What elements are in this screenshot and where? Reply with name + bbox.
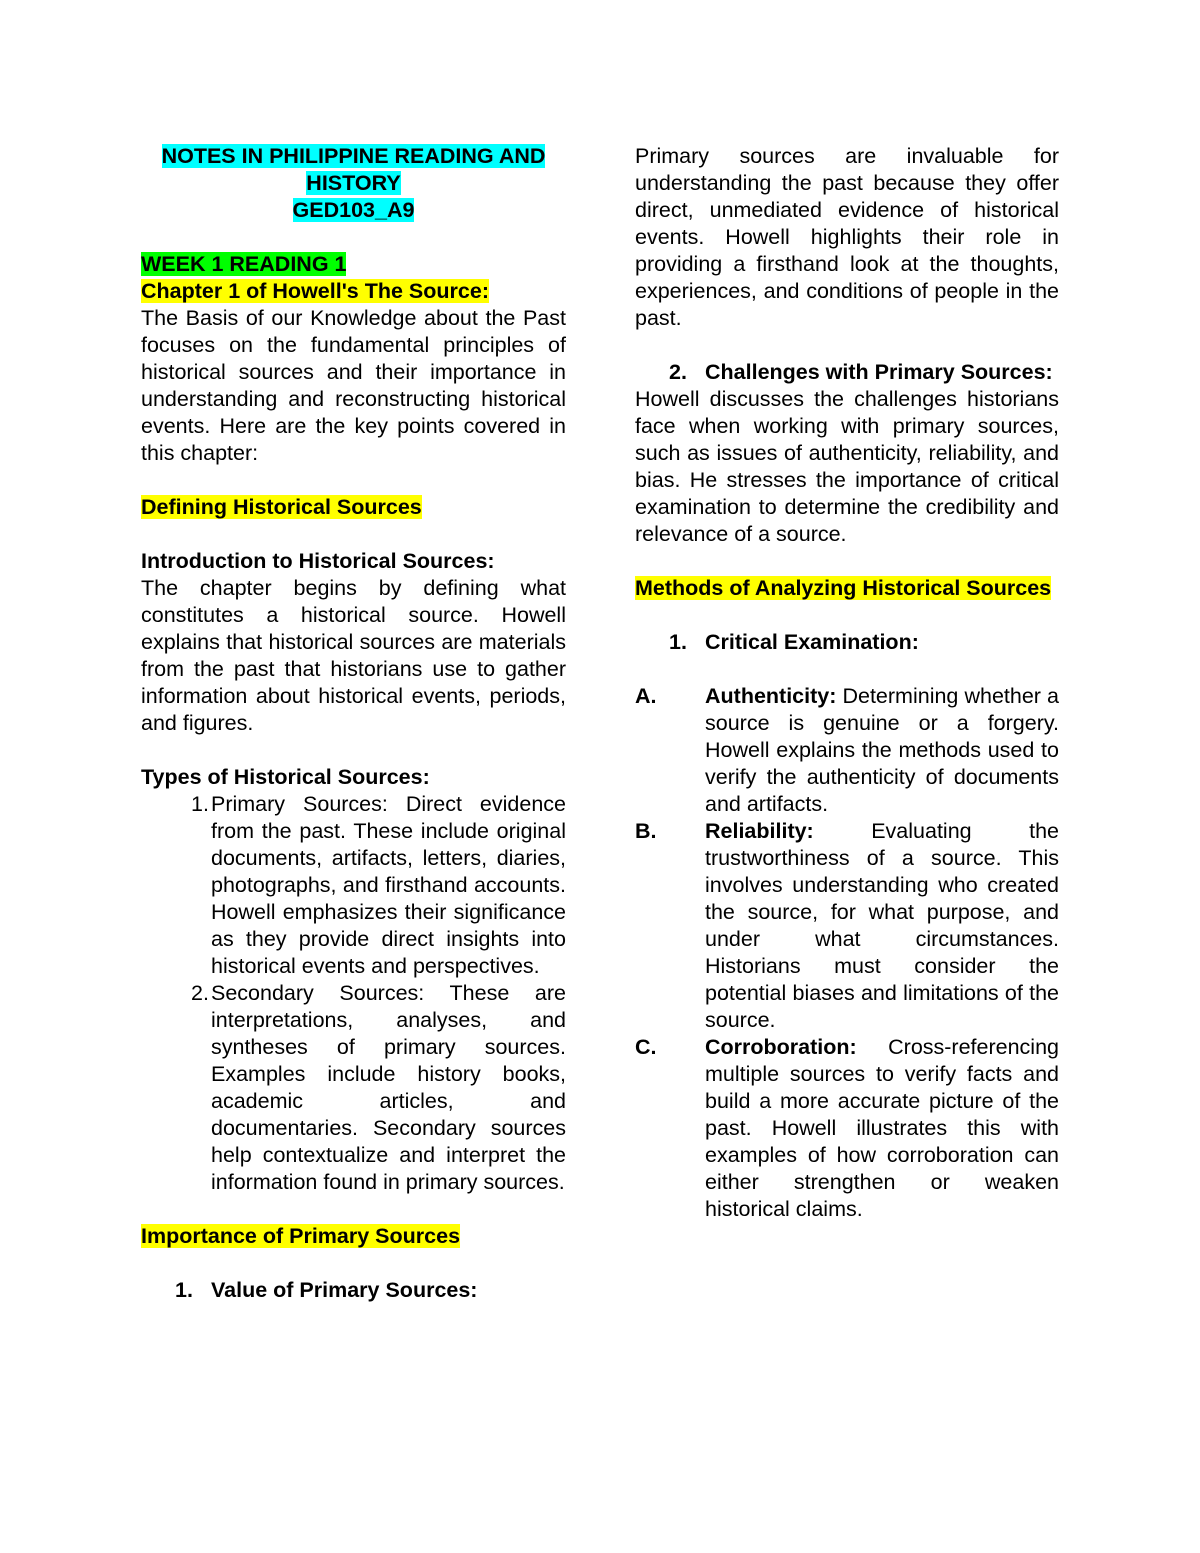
section-heading-methods: Methods of Analyzing Historical Sources bbox=[635, 576, 1052, 600]
right-column bbox=[635, 143, 1059, 1223]
week-label: WEEK 1 READING 1 bbox=[141, 252, 347, 276]
list-item: 1. Primary Sources: Direct evidence from the past. These include original documents, artifacts, letters, diaries, photographs, and firsthand accounts. Howell emphasizes their significance as they provide direct insights into historical events and perspectives. bbox=[191, 792, 566, 978]
subheading-critical: 1. Critical Examination: bbox=[669, 630, 919, 654]
doc-title: NOTES IN PHILIPPINE READING AND HISTORY GED103_A9 bbox=[161, 144, 546, 222]
left-column bbox=[141, 143, 566, 1304]
section-heading-importance: Importance of Primary Sources bbox=[141, 1224, 461, 1248]
subheading-challenges: 2. Challenges with Primary Sources: bbox=[669, 360, 1053, 384]
list-item: C. Corroboration: Cross-referencing multiple sources to verify facts and build a more accurate picture of the past. Howell illustrates this with examples of how corroboration can either strengthen or weaken historical claims. bbox=[635, 1035, 1059, 1221]
list-item: B. Reliability: Evaluating the trustworthiness of a source. This involves understanding who created the source, for what purpose, and under what circumstances. Historians must consider the potential biases and limitations of the source. bbox=[635, 819, 1059, 1032]
course-code: GED103_A9 bbox=[292, 198, 415, 222]
subheading-value: 1. Value of Primary Sources: bbox=[175, 1278, 478, 1302]
challenges-paragraph: Howell discusses the challenges historians face when working with primary sources, such as issues of authenticity, reliability, and bias. He stresses the importance of critical examination to determine the credibility and relevance of a source. bbox=[635, 387, 1059, 546]
chapter-heading: Chapter 1 of Howell's The Source: bbox=[141, 279, 489, 303]
list-item: 2. Secondary Sources: These are interpretations, analyses, and syntheses of primary sources. Examples include history books, academic articles, and documentaries. Secondary sources help contextualize and interpret the information found in primary sources. bbox=[191, 981, 566, 1194]
subheading-types: Types of Historical Sources: bbox=[141, 765, 430, 789]
subheading-introduction: Introduction to Historical Sources: bbox=[141, 549, 495, 573]
section-heading-defining: Defining Historical Sources bbox=[141, 495, 422, 519]
intro-paragraph: The Basis of our Knowledge about the Past focuses on the fundamental principles of historical sources and their importance in understanding and reconstructing historical events. Here are the key points covered in this chapter: bbox=[141, 306, 566, 465]
list-item: A. Authenticity: Determining whether a source is genuine or a forgery. Howell explains the methods used to verify the authenticity of documents and artifacts. bbox=[635, 684, 1059, 816]
value-paragraph: Primary sources are invaluable for understanding the past because they offer direct, unmediated evidence of historical events. Howell highlights their role in providing a firsthand look at the thoughts, experiences, and conditions of people in the past. bbox=[635, 144, 1059, 330]
introduction-paragraph: The chapter begins by defining what constitutes a historical source. Howell explains that historical sources are materials from the past that historians use to gather information about historical events, periods, and figures. bbox=[141, 576, 566, 735]
